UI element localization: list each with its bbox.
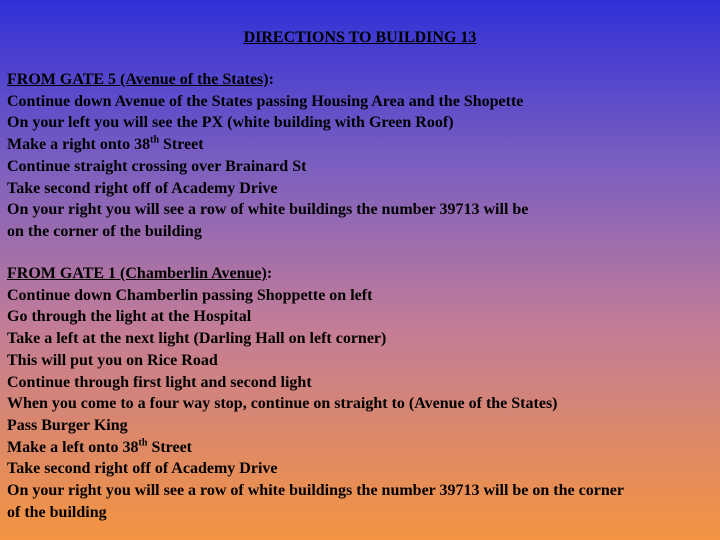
gate-1-directions bbox=[7, 263, 715, 523]
direction-line: Take second right off of Academy Drive bbox=[7, 179, 278, 197]
street-text: Make a left onto 38 bbox=[7, 438, 139, 456]
direction-line bbox=[7, 437, 715, 459]
direction-line: Go through the light at the Hospital bbox=[7, 308, 252, 326]
ordinal-suffix: th bbox=[138, 437, 148, 449]
street-text-end: Street bbox=[159, 136, 204, 154]
direction-line: This will put you on Rice Road bbox=[7, 351, 218, 369]
direction-line: Continue straight crossing over Brainard St bbox=[7, 157, 307, 175]
direction-line: Continue down Chamberlin passing Shoppette on left bbox=[7, 286, 373, 304]
direction-line: on the corner of the building bbox=[7, 222, 202, 240]
direction-line: When you come to a four way stop, continue on straight to (Avenue of the States) bbox=[7, 395, 558, 413]
gate-5-heading-colon: : bbox=[268, 71, 274, 88]
direction-line: Continue down Avenue of the States passing Housing Area and the Shopette bbox=[7, 92, 524, 110]
street-text: Make a right onto 38 bbox=[7, 136, 151, 154]
direction-line: On your right you will see a row of white buildings the number 39713 will be on the corner bbox=[7, 482, 624, 500]
direction-line: On your right you will see a row of white buildings the number 39713 will be bbox=[7, 201, 529, 219]
gate-1-heading bbox=[7, 263, 715, 285]
direction-line: Continue through first light and second light bbox=[7, 373, 312, 391]
direction-line: Take a left at the next light (Darling Hall on left corner) bbox=[7, 330, 387, 348]
direction-line: On your left you will see the PX (white building with Green Roof) bbox=[7, 114, 454, 132]
page-title: DIRECTIONS TO BUILDING 13 bbox=[243, 29, 477, 46]
direction-line: Pass Burger King bbox=[7, 416, 128, 434]
gate-5-heading-text: FROM GATE 5 (Avenue of the States) bbox=[7, 71, 269, 88]
gate-5-directions bbox=[7, 69, 715, 243]
gate-1-heading-colon: : bbox=[266, 265, 273, 282]
gate-1-heading-text: FROM GATE 1 (Chamberlin Avenue) bbox=[7, 265, 267, 282]
street-text-end: Street bbox=[147, 438, 193, 456]
direction-line bbox=[7, 134, 715, 156]
direction-line: Take second right off of Academy Drive bbox=[7, 460, 278, 478]
gate-5-heading bbox=[7, 69, 715, 91]
ordinal-suffix: th bbox=[150, 134, 160, 146]
direction-line: of the building bbox=[7, 503, 107, 521]
